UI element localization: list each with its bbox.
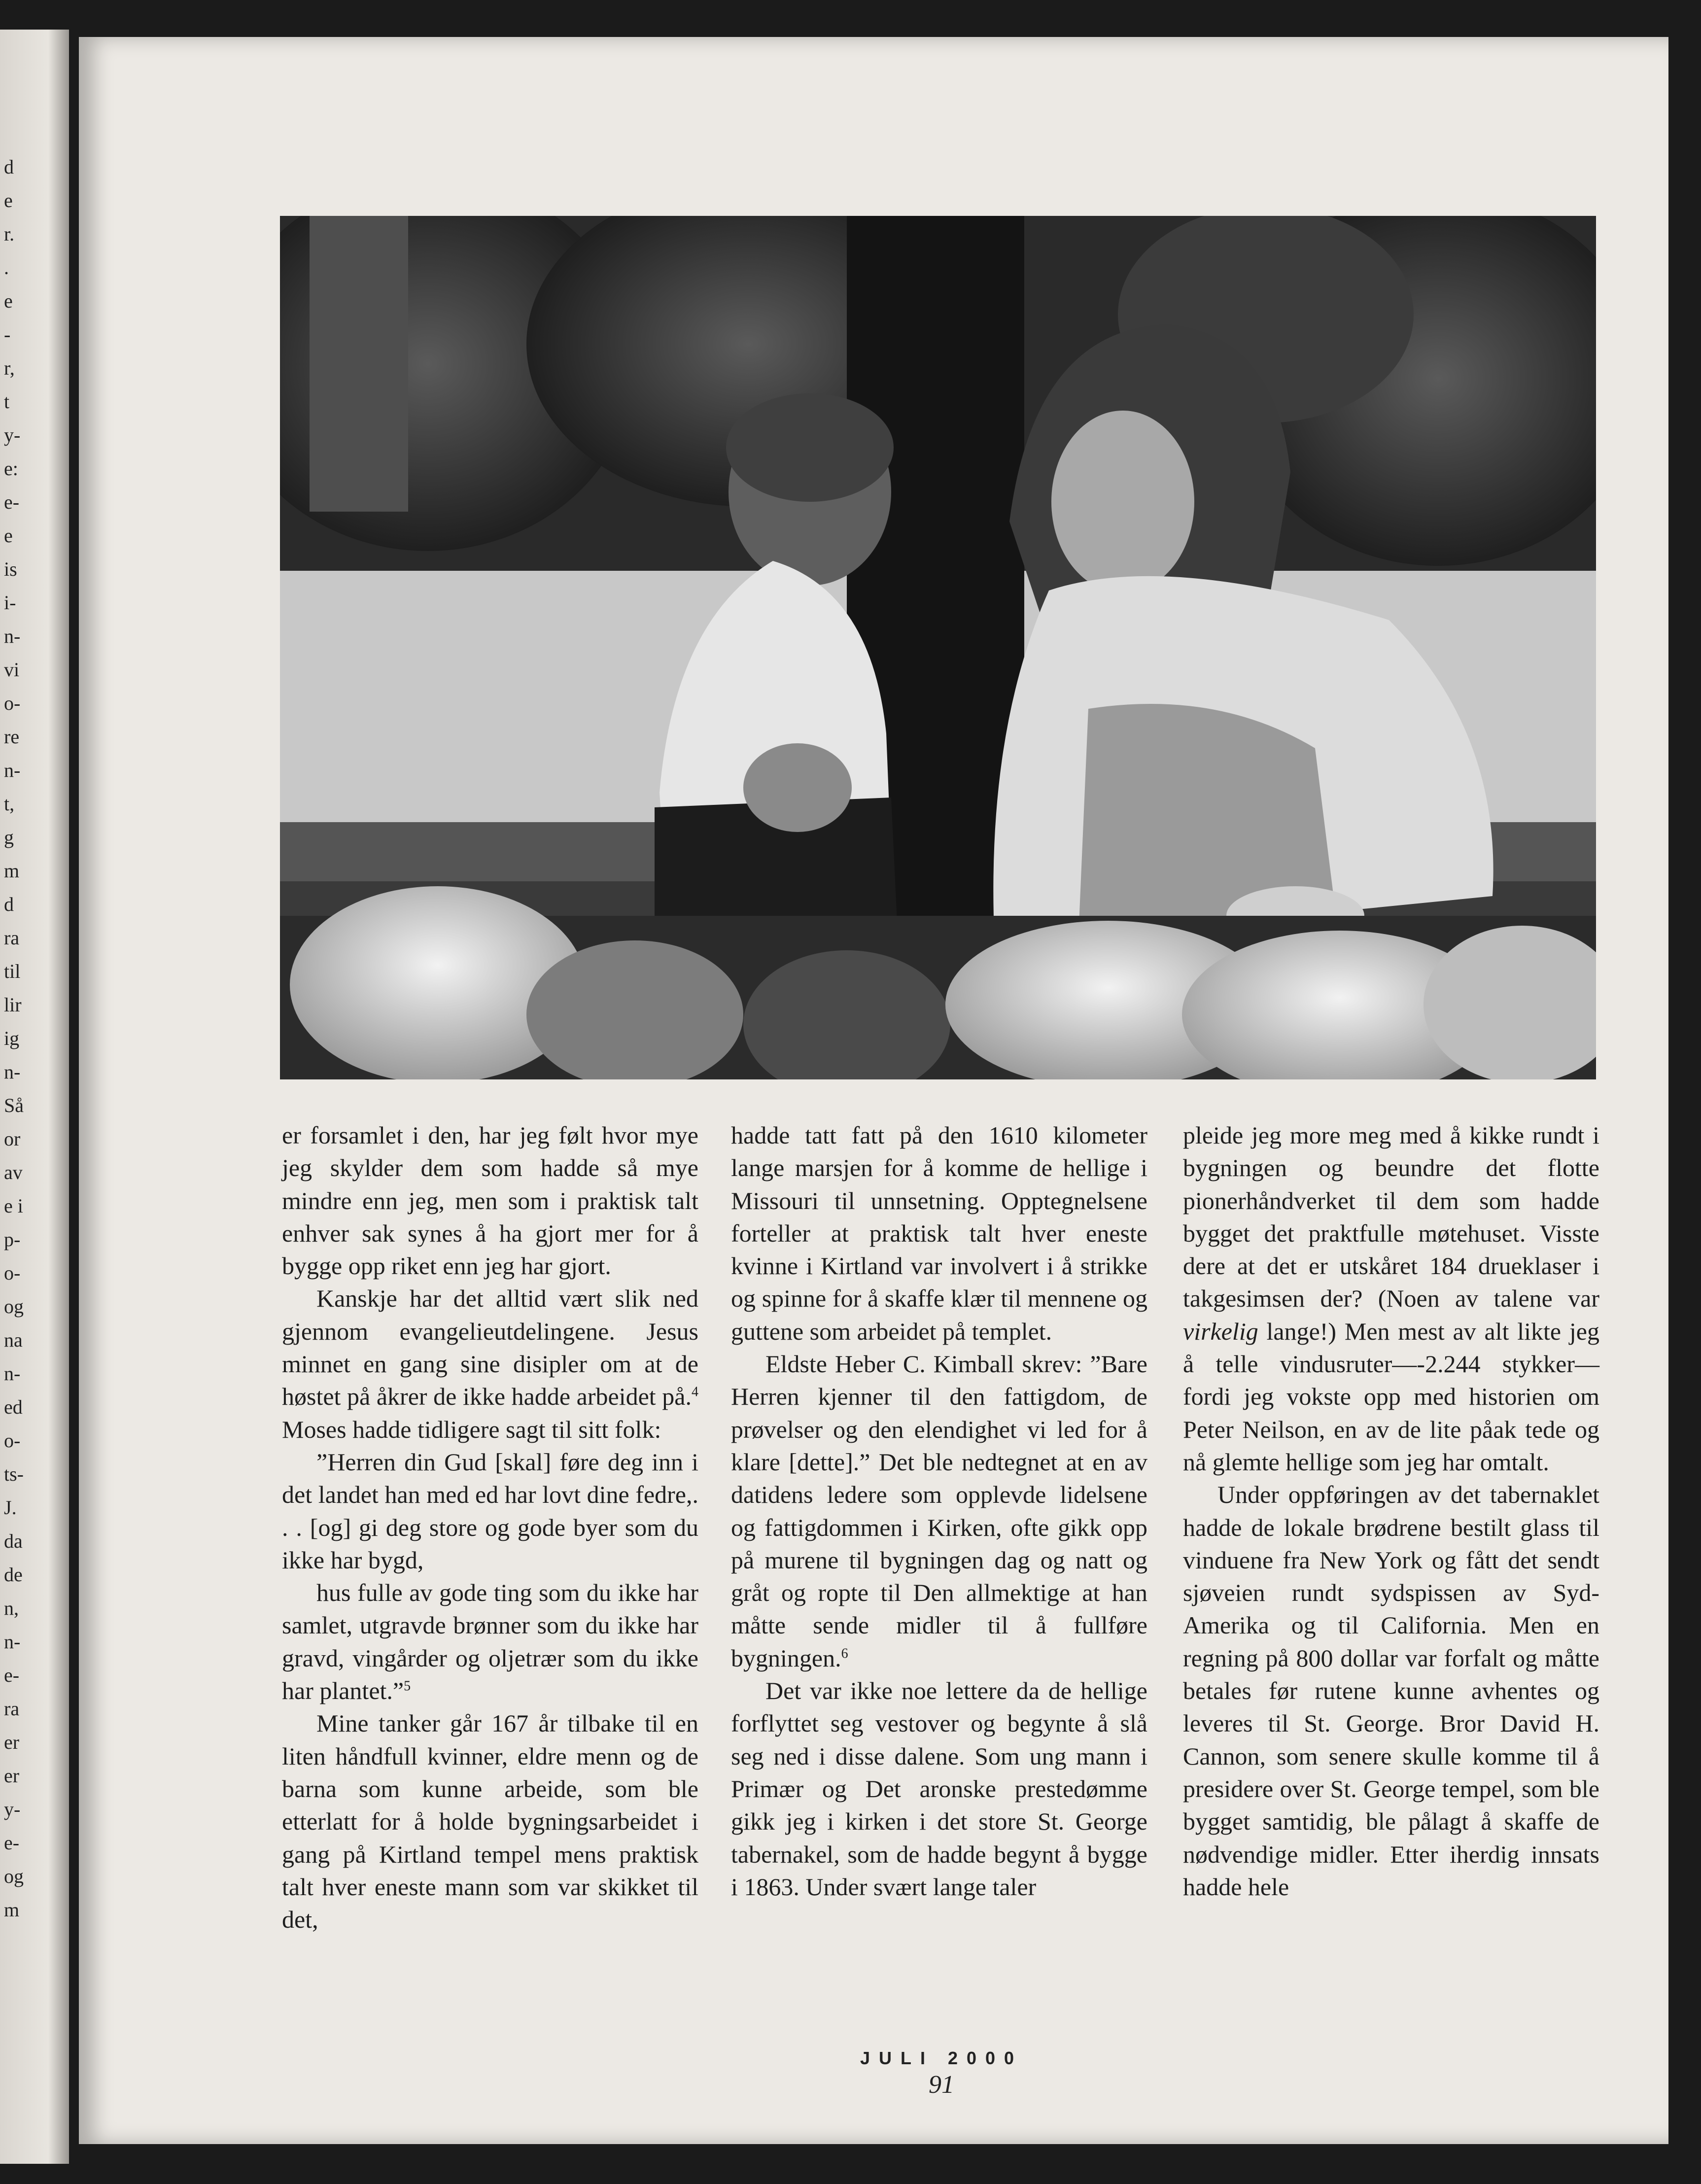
facing-page-text-fragment: m (4, 860, 20, 882)
facing-page-text-fragment: lir (4, 994, 22, 1016)
facing-page-text-fragment: na (4, 1329, 23, 1351)
facing-page-text-fragment: av (4, 1161, 23, 1183)
paragraph: Under oppføringen av det tabernaklet hadde de lokale brødrene bestilt glass til vinduene fra New York og fått det sendt sjøveien rundt sydspissen av Syd-Amerika og til California. Men en regning på 800 dollar var forfalt og måtte betales før rutene kunne avhentes og leveres til St. George. Bror David H. Cannon, som senere skulle komme til å presidere over St. George tempel, som ble bygget samtidig, ble pålagt å skaffe de nødvendige midler. Etter iherdig innsats hadde hele (1183, 1481, 1599, 1901)
paragraph: Det var ikke noe lettere da de hellige forflyttet seg vestover og begynte å slå seg ned i disse dalene. Som ung mann i Primær og Det aronske prestedømme gikk jeg i kirken i det store St. George tabernakel, som de hadde begynt å bygge i 1863. Under svært lange taler (731, 1677, 1147, 1901)
facing-page-text-fragment: r, (4, 357, 15, 379)
facing-page-text-fragment: n- (4, 1630, 21, 1653)
facing-page-text-fragment: e i (4, 1195, 23, 1217)
facing-page-text-fragment: t (4, 390, 10, 413)
paragraph (731, 1348, 1147, 1674)
facing-page-text-fragment: til (4, 960, 21, 982)
facing-page-text-fragment: ed (4, 1396, 23, 1418)
facing-page-text-fragment: d (4, 893, 14, 915)
facing-page-edge (0, 30, 69, 2164)
footnote-marker: 4 (692, 1384, 698, 1400)
photo-illustration (280, 216, 1596, 1079)
facing-page-text-fragment: og (4, 1295, 24, 1317)
facing-page-text-fragment: e- (4, 1664, 20, 1686)
facing-page-text-fragment: er (4, 1765, 20, 1787)
facing-page-text-fragment: ra (4, 927, 20, 949)
children-planting-flowers-photo (280, 216, 1596, 1079)
facing-page-text-fragment: e (4, 189, 13, 211)
facing-page-text-fragment: p- (4, 1228, 21, 1250)
facing-page-text-fragment: de (4, 1563, 23, 1586)
text-column-3 (1183, 1119, 1599, 1903)
facing-page-text-fragment: n- (4, 1061, 21, 1083)
paragraph: er forsamlet i den, har jeg følt hvor mye jeg skylder dem som hadde så mye mindre enn jeg, men som i praktisk talt enhver sak synes å ha gjort mer for å bygge opp riket enn jeg har gjort. (282, 1121, 698, 1280)
page-number: 91 (929, 2071, 954, 2099)
facing-page-text-fragment: re (4, 726, 20, 748)
facing-page-text-fragment: vi (4, 659, 20, 681)
paragraph-text: pleide jeg more meg med å kikke rundt i bygningen og beundre det flotte pionerhåndverket til dem som hadde bygget det praktfulle møtehuset. Visste dere at det er utskåret 184 drueklaser i takgesimsen der? (Noen av talene var (1183, 1121, 1599, 1313)
paragraph-text: Eldste Heber C. Kimball skrev: ”Bare Herren kjenner til den fattigdom, de prøvelser og den elendighet vi led for å klare [dette].” Det ble nedtegnet at en av datidens ledere som opplevde lidelsene og fattigdommen i Kirken, ofte gikk opp på murene til bygningen dag og natt og gråt og ropte til Den allmektige at han måtte sende midler til å fullføre bygningen. (731, 1350, 1147, 1672)
facing-page-text-fragment: J. (4, 1496, 17, 1519)
footer-issue-date: JULI 2000 (860, 2048, 1023, 2068)
scripture-quote (282, 1576, 698, 1707)
facing-page-text-fragment: . (4, 256, 9, 278)
facing-page-text-fragment: ig (4, 1027, 20, 1049)
scripture-quote: ”Herren din Gud [skal] føre deg inn i det landet han med ed har lovt dine fedre,. . . [og] gi deg store og gode byer som du ikke har bygd, (282, 1448, 698, 1574)
facing-page-text-fragment: e: (4, 457, 18, 480)
facing-page-text-fragment: g (4, 826, 14, 848)
paragraph (282, 1282, 698, 1445)
facing-page-text-fragment: or (4, 1128, 21, 1150)
facing-page-text-fragment: m (4, 1899, 20, 1921)
footnote-marker: 6 (841, 1646, 848, 1662)
footnote-marker: 5 (404, 1678, 411, 1694)
facing-page-text-fragment: Så (4, 1094, 24, 1116)
facing-page-text-fragment: da (4, 1530, 23, 1552)
facing-page-text-fragment: o- (4, 1429, 21, 1452)
facing-page-text-fragment: e (4, 290, 13, 312)
facing-page-text-fragment: o- (4, 692, 21, 714)
facing-page-text-fragment: ra (4, 1698, 20, 1720)
paragraph-text: lange!) Men mest av alt likte jeg å telle vindusruter—-2.244 stykker—fordi jeg vokste opp med historien om Peter Neilson, en av de lite påak tede og nå glemte hellige som jeg har omtalt. (1183, 1317, 1599, 1476)
facing-page-text-fragment: i- (4, 591, 16, 614)
facing-page-text-fragment: er (4, 1731, 20, 1753)
paragraph-text: hus fulle av gode ting som du ikke har samlet, utgravde brønner som du ikke har gravd, vingårder og oljetrær som du ikke har plantet.” (282, 1579, 698, 1705)
facing-page-text-fragment: is (4, 558, 17, 580)
facing-page-text-fragment: n- (4, 1362, 21, 1385)
facing-page-text-fragment: o- (4, 1262, 21, 1284)
paragraph: hadde tatt fatt på den 1610 kilometer lange marsjen for å komme de hellige i Missouri til unnsetning. Opptegnelsene forteller at praktisk talt hver eneste kvinne i Kirtland var involvert i å strikke og spinne for å skaffe klær til mennene og guttene som arbeidet på templet. (731, 1121, 1147, 1345)
text-column-1 (282, 1119, 698, 1936)
facing-page-text-fragment: y- (4, 1798, 21, 1820)
paragraph-text: Kanskje har det alltid vært slik ned gjennom evangelieutdelingene. Jesus minnet en gang sine disipler om at de høstet på åkrer de ikke hadde arbeidet på. (282, 1284, 698, 1411)
facing-page-text-fragment: e- (4, 491, 20, 513)
italic-emphasis: virkelig (1183, 1317, 1258, 1345)
facing-page-text-fragment: d (4, 156, 14, 178)
paragraph (1183, 1119, 1599, 1478)
facing-page-text-fragment: r. (4, 223, 15, 245)
facing-page-text-fragment: ts- (4, 1463, 24, 1485)
facing-page-text-fragment: e (4, 524, 13, 547)
paragraph-text: Moses hadde tidligere sagt til sitt folk: (282, 1415, 661, 1443)
facing-page-text-fragment: n- (4, 759, 21, 781)
facing-page-text-fragment: e- (4, 1832, 20, 1854)
magazine-page (79, 37, 1668, 2144)
facing-page-text-fragment: og (4, 1865, 24, 1887)
facing-page-text-fragment: n, (4, 1597, 19, 1619)
paragraph: Mine tanker går 167 år tilbake til en liten håndfull kvinner, eldre menn og de barna som kunne arbeide, som ble etterlatt for å holde bygningsarbeidet i gang på Kirtland tempel mens praktisk talt hver eneste mann som var skikket til det, (282, 1709, 698, 1934)
text-column-2 (731, 1119, 1147, 1903)
facing-page-text-fragment: - (4, 323, 11, 346)
facing-page-text-fragment: y- (4, 424, 21, 446)
facing-page-text-fragment: t, (4, 793, 15, 815)
facing-page-text-fragment: n- (4, 625, 21, 647)
